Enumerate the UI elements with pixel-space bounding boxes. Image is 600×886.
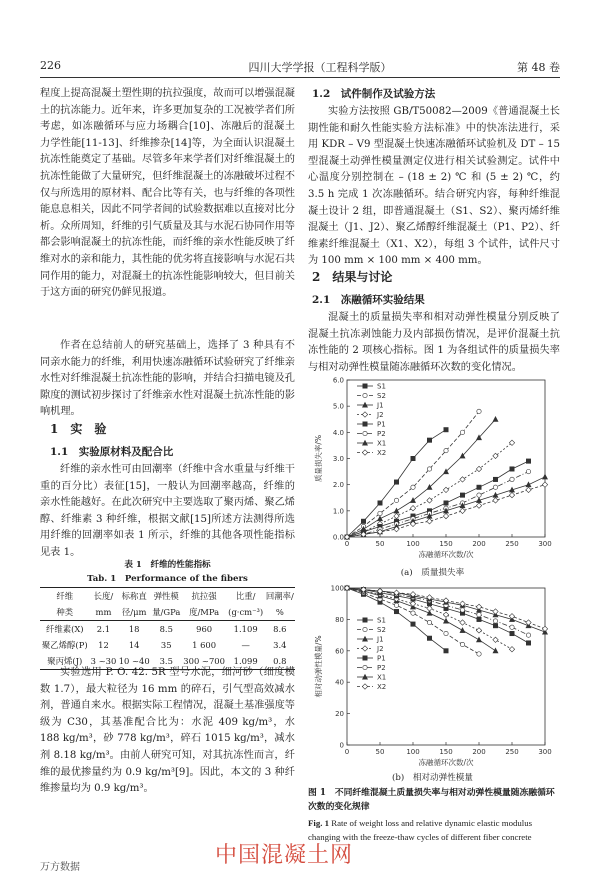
table-title-en: Tab. 1 Performance of the fibers [87, 574, 248, 584]
table-cell: 纤维素(X) [45, 624, 84, 634]
data-point [444, 649, 448, 653]
data-point [493, 623, 497, 627]
x-tick-label: 0 [344, 540, 350, 548]
legend-label: S2 [377, 392, 386, 400]
x-tick-label: 200 [472, 748, 486, 756]
data-point [444, 501, 448, 505]
data-point [394, 603, 398, 607]
table-header-cell: 长度/ [90, 588, 118, 605]
data-point [363, 665, 367, 669]
table-cell: 14 [128, 640, 140, 650]
data-point [444, 618, 449, 623]
data-point [427, 519, 432, 524]
table-cell: — [241, 640, 250, 650]
table-header-cell: 种类 [40, 604, 90, 621]
legend-label: X2 [377, 449, 387, 457]
x-tick-label: 0 [344, 748, 350, 756]
data-point [443, 487, 448, 492]
x-tick-label: 250 [505, 748, 519, 756]
section-heading-1-2: 1.2 试件制作及试验方法 [312, 88, 436, 100]
data-point [476, 466, 481, 471]
data-point [443, 612, 448, 617]
y-tick-label: 0.0 [332, 533, 344, 542]
x-tick-label: 50 [375, 748, 385, 756]
data-point [363, 431, 367, 435]
data-point [443, 513, 448, 518]
table-cell: 8.5 [159, 624, 173, 634]
data-point [510, 477, 514, 481]
data-point [493, 637, 498, 642]
table-cell: 1 600 [192, 640, 217, 650]
mix-paragraph: 实验选用 P. O. 42. 5R 型号水泥，细河砂（细度模数 1.7），最大粒径为 16 mm 的碎石，引气型高效减水剂，普通自来水。根据实际工程情况，混凝土基准强度等级为 C30，其基准配合比为：水泥 409 kg/m³，水 188 kg/m³，砂 778 kg/m³，碎石 1015 kg/m³，减水剂 8.18 kg/m³。由前人研究可知，对其抗冻性而言，纤维的最优掺量约为 0.9 kg/m³[9]。因此，本文的 3 种纤维掺量均为 0.9 kg/m³。 [40, 667, 295, 795]
data-point [363, 656, 367, 660]
data-point [444, 448, 448, 452]
intro-paragraph-1: 程度上提高混凝土塑性期的抗拉强度，故而可以增强混凝土的抗冻能力。近年来，许多更加复杂的工况被学者们所考虑，如冻融循环与应力场耦合[10]、冻融后的混凝土力学性能[11-13]、纤维掺杂[14]等，为全面认识混凝土抗冻性能奠定了基础。尽管多年来学者们对纤维混凝土的抗冻性能做了大量研究，但纤维混凝土的冻融破坏过程不仅与所选用的原材料、配合比等有关，也与纤维的各项性能息息相关，因此不同学者间的试验数据难以直接对比分析。众所周知，纤维的引气质量及其与水泥石协同作用等都会影响混凝土的抗冻性能，而纤维的亲水性能反映了纤维对水的亲和能力，其性能的优劣将直接影响与水泥石共同作用的能力，对混凝土的抗冻性能影响较大，但目前关于这方面的研究仍鲜见报道。 [40, 88, 295, 299]
x-tick-label: 200 [472, 540, 486, 548]
data-point [362, 646, 367, 651]
data-point [363, 384, 367, 388]
data-point [510, 467, 514, 471]
table-header-cell: 标称直 [117, 588, 151, 605]
data-point [394, 480, 398, 484]
legend-label: X1 [377, 673, 387, 682]
table-header-cell: 纤维 [40, 588, 90, 605]
table-cell: 聚丙烯(J) [40, 653, 90, 670]
x-tick-label: 100 [406, 540, 420, 548]
table-cell: 35 [160, 640, 172, 650]
table-header-row [40, 604, 295, 621]
y-tick-label: 80 [335, 615, 344, 624]
data-point [509, 492, 514, 497]
table-cell: 3 ~30 [90, 653, 118, 670]
data-point [476, 503, 481, 508]
section-heading-1-1: 1.1 实验原材料及配合比 [50, 446, 174, 458]
table-row [40, 637, 295, 653]
x-tick-label: 250 [505, 540, 519, 548]
data-point [526, 633, 530, 637]
data-point [526, 482, 531, 487]
table-cell: 12 [98, 640, 109, 650]
data-point [460, 493, 464, 497]
legend-label: J1 [377, 635, 384, 644]
table-header-cell: 抗拉强 [182, 588, 227, 605]
materials-paragraph: 纤维的亲水性可由回潮率（纤维中含水重量与纤维干重的百分比）表征[15]，一般认为回潮率越高，纤维的亲水性能越好。在此次研究中主要选取了聚丙烯、聚乙烯醇、纤维素 3 种纤维，根据文献[15]所述方法测得所选用纤维的回潮率如表 1 所示，纤维的其他各项性能指标见表 1。 [40, 464, 295, 558]
elastic-modulus-chart [305, 580, 560, 770]
data-point [394, 498, 398, 502]
series-line [347, 419, 496, 537]
table-cell: 8.6 [273, 624, 287, 634]
figure-a-caption: (a) 质量损失率 [400, 568, 465, 578]
intro-paragraph-2: 作者在总结前人的研究基础上，选择了 3 种具有不同亲水能力的纤维，利用快速冻融循环试验研究了纤维亲水性对纤维混凝土抗冻性能的影响，并结合扫描电镜及孔隙度的测试初步探讨了纤维亲水性对混凝土抗冻性能的影响机理。 [40, 340, 295, 418]
data-point [427, 636, 431, 640]
data-point [460, 477, 465, 482]
x-tick-label: 300 [538, 540, 552, 548]
data-point [526, 459, 530, 463]
data-point [363, 618, 367, 622]
x-tick-label: 100 [406, 748, 420, 756]
legend-label: S2 [377, 626, 386, 634]
series-line [347, 472, 529, 537]
table-header-cell: 回潮率/ [265, 588, 295, 605]
data-point [394, 513, 399, 518]
table-cell: 2.1 [96, 624, 111, 634]
y-tick-label: 2.0 [332, 481, 344, 490]
data-point [526, 487, 531, 492]
data-point [444, 428, 448, 432]
y-axis-label: 质量损失率/% [314, 434, 323, 483]
data-point [476, 604, 481, 609]
data-point [362, 412, 367, 417]
legend-label: P1 [377, 654, 386, 663]
y-tick-label: 40 [335, 678, 344, 687]
data-point [493, 498, 498, 503]
y-tick-label: 1.0 [332, 507, 344, 516]
table-cell: 18 [128, 624, 140, 634]
table-cell: 3.4 [273, 640, 287, 650]
data-point [394, 508, 399, 513]
figure-label-en: Fig. 1 [308, 818, 330, 828]
table-header-cell: (g·cm⁻³) [227, 604, 265, 621]
data-point [378, 501, 382, 505]
series-line [347, 461, 529, 537]
table-header-cell: 比重/ [227, 588, 265, 605]
table-row [40, 621, 295, 638]
data-point [542, 626, 547, 631]
data-point [493, 648, 498, 653]
data-point [411, 622, 415, 626]
legend-label: P2 [377, 430, 386, 438]
table-cell: 1.109 [233, 624, 258, 634]
data-point [493, 417, 498, 422]
data-point [410, 601, 415, 606]
y-tick-label: 20 [335, 710, 344, 719]
legend-label: J2 [377, 411, 384, 419]
legend-label: X2 [377, 683, 387, 691]
y-tick-label: 60 [335, 647, 344, 656]
table-cell: 10 ~40 [117, 653, 151, 670]
footer-source: 万方数据 [40, 862, 80, 873]
data-point [477, 493, 481, 497]
table-header-cell: % [265, 604, 295, 621]
table-cell: 1.099 [227, 653, 265, 670]
data-point [477, 637, 482, 642]
x-tick-label: 50 [375, 540, 385, 548]
data-point [526, 641, 530, 645]
data-point [526, 469, 530, 473]
x-tick-label: 150 [439, 540, 453, 548]
data-point [509, 647, 514, 652]
data-point [362, 450, 367, 455]
table-header-cell: mm [90, 604, 118, 621]
section-heading-1: 1 实 验 [50, 422, 107, 436]
y-tick-label: 0 [339, 741, 344, 750]
data-point [362, 684, 367, 689]
data-point [493, 619, 497, 623]
table-cell: 300 ~700 [182, 653, 227, 670]
data-point [411, 456, 415, 460]
data-point [510, 631, 514, 635]
table-header-cell: 径/μm [117, 604, 151, 621]
table-header-row [40, 588, 295, 605]
data-point [542, 482, 547, 487]
page-number: 226 [40, 59, 61, 72]
y-axis-label: 相对动弹性模量/% [314, 635, 323, 698]
data-point [460, 628, 465, 633]
data-point [411, 485, 415, 489]
data-point [427, 467, 431, 471]
data-point [427, 498, 432, 503]
table-title-cn: 表 1 纤维的性能指标 [124, 560, 211, 570]
data-point [427, 620, 431, 624]
series-line [347, 588, 529, 643]
data-point [378, 511, 382, 515]
data-point [411, 611, 415, 615]
legend-label: J1 [377, 401, 384, 410]
data-point [411, 498, 416, 503]
figure-caption-en-text: Rate of weight loss and relative dynamic elastic modulus changing with the freeze-thaw cycles of different fiber concrete [308, 818, 533, 842]
y-tick-label: 4.0 [332, 428, 344, 437]
watermark: 中国混凝土网 [215, 843, 354, 868]
section-heading-2-1: 2.1 冻融循环实验结果 [312, 294, 425, 306]
volume-number: 第 48 卷 [517, 61, 560, 74]
data-point [378, 516, 383, 521]
data-point [444, 631, 448, 635]
section-heading-2: 2 结果与讨论 [312, 270, 393, 284]
legend-label: P2 [377, 664, 386, 672]
y-tick-label: 5.0 [332, 402, 344, 411]
table-cell: 3.5 [151, 653, 182, 670]
data-point [460, 508, 465, 513]
x-axis-label: 冻融循环次数/次 [418, 550, 474, 559]
x-axis-label: 冻融循环次数/次 [418, 758, 474, 767]
x-tick-label: 300 [538, 748, 552, 756]
data-point [410, 506, 415, 511]
data-point [460, 620, 465, 625]
table-cell: 960 [196, 624, 213, 634]
fiber-performance-table [40, 587, 295, 670]
journal-name: 四川大学学报（工程科学版） [248, 61, 392, 74]
legend-label: S1 [377, 382, 386, 391]
data-point [476, 628, 481, 633]
legend-label: J2 [377, 645, 384, 653]
data-point [477, 409, 481, 413]
data-point [493, 477, 497, 481]
data-point [460, 608, 464, 612]
data-point [509, 614, 514, 619]
data-point [543, 474, 548, 479]
method-paragraph: 实验方法按照 GB/T50082—2009《普通混凝土长期性能和耐久性能实验方法标准》中的快冻法进行，采用 KDR – V9 型混凝土快速冻融循环试验机及 DT – 15 型混凝土动弹性模量测定仪进行相关试验测定。试件中心温度分别控制在 – (18 ± 2) ℃ 和 (5 ± 2) ℃，约 3.5 h 完成 1 次冻融循环。结合研究内容，每种纤维混凝土设计 2 组，即普通混凝土（S1、S2）、聚丙烯纤维混凝土（J1、J2）、聚乙烯醇纤维混凝土（P1、P2）、纤维素纤维混凝土（X1、X2），每组 3 个试件，试件尺寸为 100 mm × 100 mm × 400 mm。 [308, 106, 560, 267]
table-cell: 0.8 [265, 653, 295, 670]
table-header-cell: 量/GPa [151, 604, 182, 621]
legend-label: X1 [377, 439, 387, 448]
table-header-cell: 度/MPa [182, 604, 227, 621]
data-point [477, 617, 481, 621]
data-point [477, 652, 481, 656]
data-point [427, 606, 432, 611]
data-point [510, 625, 514, 629]
data-point [394, 609, 398, 613]
data-point [460, 430, 464, 434]
data-point [363, 422, 367, 426]
results-paragraph: 混凝土的质量损失率和相对动弹性模量分别反映了混凝土抗冻剥蚀能力及内部损伤情况，是评价混凝土抗冻性能的 2 项核心指标。图 1 为各组试件的质量损失率与相对动弹性模量随冻融循环次数的变化情况。 [308, 312, 560, 373]
figure-b-caption: (b) 相对动弹性模量 [392, 773, 473, 783]
weight-loss-chart [305, 372, 560, 562]
running-header [40, 55, 560, 78]
data-point [477, 485, 481, 489]
data-point [493, 609, 498, 614]
data-point [526, 620, 531, 625]
y-tick-label: 3.0 [332, 455, 344, 463]
data-point [477, 612, 481, 616]
figure-caption-cn: 图 1 不同纤维混凝土质量损失率与相对动弹性模量随冻融循环次数的变化规律 [308, 788, 555, 812]
data-point [460, 642, 464, 646]
x-tick-label: 150 [439, 748, 453, 756]
table-header-cell: 弹性模 [151, 588, 182, 605]
table-cell: 聚乙烯醇(P) [41, 640, 88, 650]
data-point [363, 393, 367, 397]
data-point [363, 627, 367, 631]
y-tick-label: 100 [330, 584, 344, 593]
y-tick-label: 6.0 [332, 376, 344, 385]
data-point [493, 485, 497, 489]
legend-label: S1 [377, 616, 386, 625]
data-point [427, 438, 431, 442]
data-point [361, 519, 365, 523]
legend-label: P1 [377, 420, 386, 429]
